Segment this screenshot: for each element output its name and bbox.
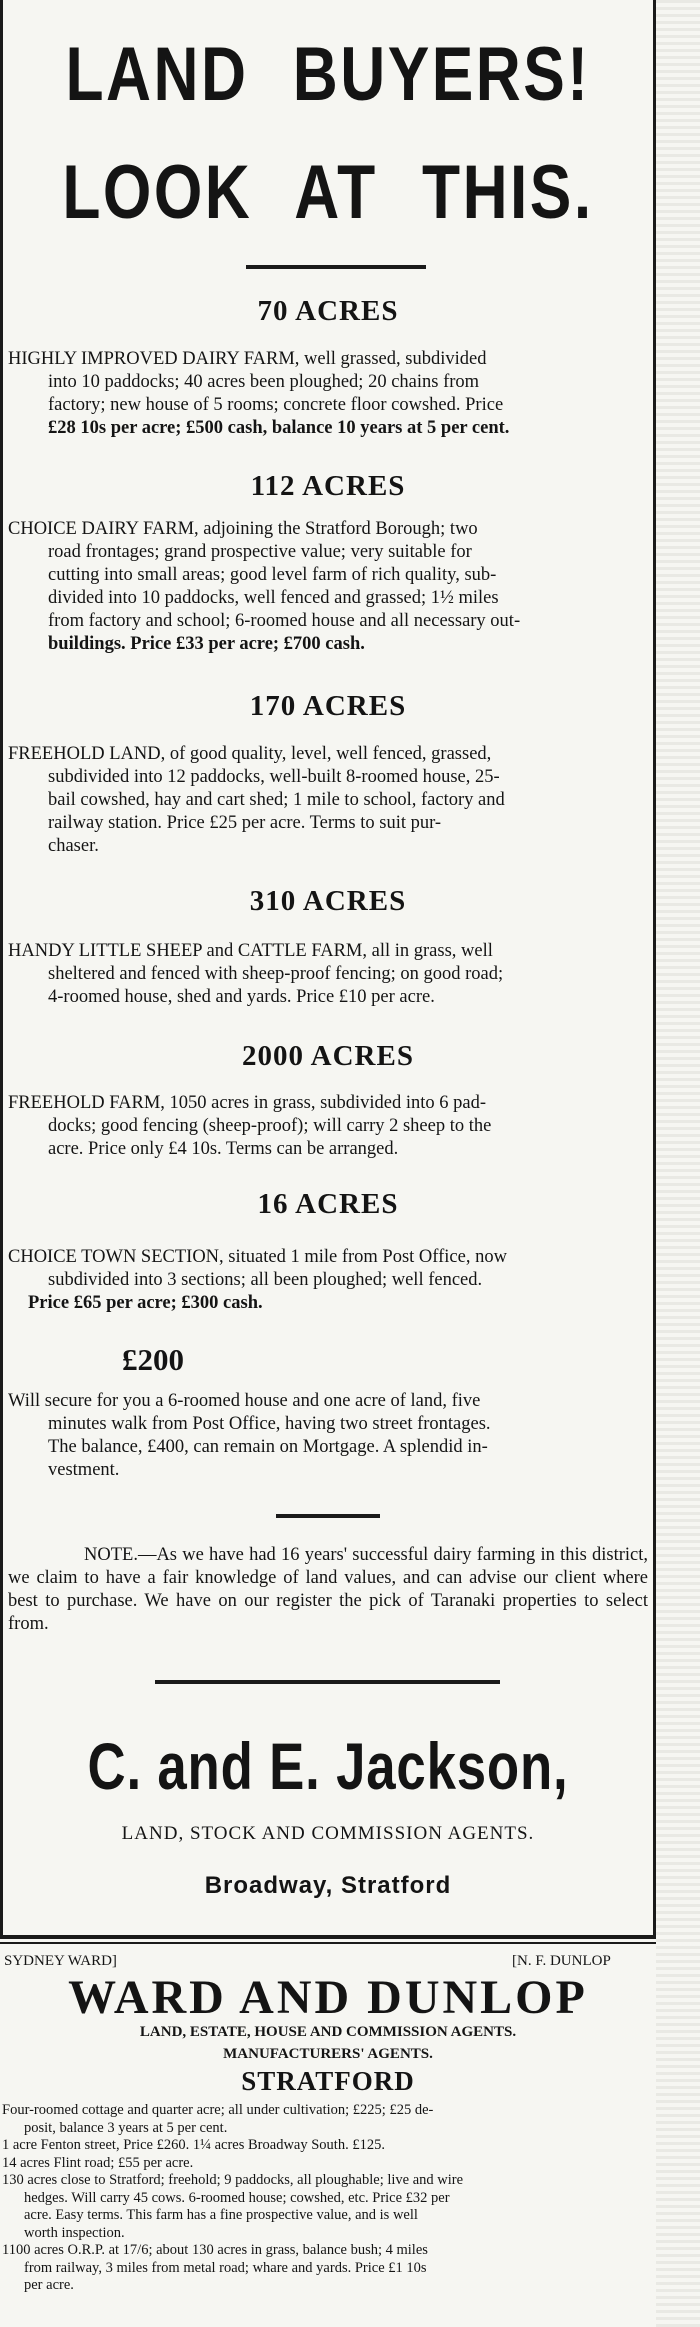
listing-heading: 2000 ACRES — [242, 1040, 414, 1072]
listing-line: HIGHLY IMPROVED DAIRY FARM, well grassed, subdivided — [8, 349, 487, 369]
divider — [246, 265, 426, 269]
ward-listing-line: from railway, 3 miles from metal road; whare and yards. Price £1 10s — [24, 2259, 427, 2276]
ward-listing-line: 1100 acres O.R.P. at 17/6; about 130 acres in grass, balance bush; 4 miles — [2, 2242, 428, 2258]
listing-heading: 310 ACRES — [249, 885, 407, 917]
listing-line: from factory and school; 6-roomed house and all necessary out- — [48, 611, 521, 631]
listing-line: acre. Price only £4 10s. Terms can be arranged. — [48, 1139, 399, 1159]
ward-listing-line: 14 acres Flint road; £55 per acre. — [2, 2154, 194, 2171]
ward-listing-line: per acre. — [24, 2277, 74, 2293]
note-line: in this district, we claim to have a fair knowledge of land values, — [8, 1545, 649, 1588]
listing-line: subdivided into 3 sections; all been ploughed; well fenced. — [48, 1270, 483, 1290]
ward-ad-subtitle-2: MANUFACTURERS' AGENTS. — [223, 2046, 433, 2062]
listing-body — [8, 348, 648, 440]
listing-heading: 112 ACRES — [250, 470, 406, 502]
note-line: our register the pick of Taranaki properties to select from. — [8, 1591, 648, 1634]
firm-name: C. and E. Jackson, — [87, 1729, 569, 1803]
house-offer-heading: £200 — [122, 1342, 184, 1377]
listing-line: £28 10s per acre; £500 cash, balance 10 years at 5 per cent. — [48, 418, 510, 438]
listing-line: FREEHOLD LAND, of good quality, level, well fenced, grassed, — [8, 744, 492, 764]
listing-line: Price £65 per acre; £300 cash. — [28, 1293, 263, 1313]
listing-heading: 70 ACRES — [257, 295, 399, 327]
listing-line: factory; new house of 5 rooms; concrete floor cowshed. Price — [48, 395, 504, 415]
listing-line: sheltered and fenced with sheep-proof fencing; on good road; — [48, 964, 504, 984]
headline-line-1: LAND BUYERS! — [65, 32, 591, 117]
offer-line: The balance, £400, can remain on Mortgage. A splendid in- — [48, 1437, 488, 1457]
listing-line: divided into 10 paddocks, well fenced and grassed; 1½ miles — [48, 588, 499, 608]
listing-line: chaser. — [48, 836, 99, 856]
listing-line: buildings. Price £33 per acre; £700 cash. — [48, 634, 365, 654]
offer-line: minutes walk from Post Office, having two street frontages. — [48, 1414, 491, 1434]
divider — [276, 1514, 380, 1518]
ward-listing-line: worth inspection. — [24, 2224, 125, 2241]
listing-heading: 170 ACRES — [249, 690, 407, 722]
partner-tag-right: [N. F. DUNLOP — [512, 1953, 611, 1969]
listing-line: bail cowshed, hay and cart shed; 1 mile to school, factory and — [48, 790, 505, 810]
offer-line: Will secure for you a 6-roomed house and one acre of land, five — [8, 1391, 481, 1411]
ward-listing-line: Four-roomed cottage and quarter acre; all under cultivation; £225; £25 de- — [2, 2102, 434, 2118]
ward-ad-title: WARD AND DUNLOP — [68, 1971, 588, 2024]
divider — [155, 1680, 500, 1684]
firm-address: Broadway, Stratford — [204, 1872, 452, 1899]
listing-body — [8, 743, 648, 858]
listing-line: railway station. Price £25 per acre. Terms to suit pur- — [48, 813, 442, 833]
offer-line: vestment. — [48, 1460, 120, 1480]
listing-line: road frontages; grand prospective value; very suitable for — [48, 542, 472, 562]
ward-ad-subtitle: LAND, ESTATE, HOUSE AND COMMISSION AGENTS. — [139, 2024, 517, 2040]
ward-listings — [2, 2102, 652, 2295]
house-offer-body — [8, 1390, 648, 1482]
section-rule — [0, 1942, 656, 1944]
left-column-rule — [0, 0, 3, 1935]
note-line: NOTE.—As we have had 16 years' successful dairy farming — [84, 1545, 536, 1565]
ward-listing-line: posit, balance 3 years at 5 per cent. — [24, 2119, 228, 2136]
listing-body — [8, 940, 648, 1009]
ward-ad-city: STRATFORD — [241, 2066, 415, 2096]
headline-line-2: LOOK AT THIS. — [62, 150, 594, 235]
listing-body — [8, 1246, 648, 1315]
ward-listing-line: acre. Easy terms. This farm has a fine prospective value, and is well — [24, 2207, 418, 2223]
listing-line: CHOICE DAIRY FARM, adjoining the Stratford Borough; two — [8, 519, 478, 539]
page-edge-texture — [656, 0, 700, 2327]
listing-line: docks; good fencing (sheep-proof); will carry 2 sheep to the — [48, 1116, 492, 1136]
listing-line: CHOICE TOWN SECTION, situated 1 mile from Post Office, now — [8, 1247, 507, 1267]
listing-line: FREEHOLD FARM, 1050 acres in grass, subdivided into 6 pad- — [8, 1093, 487, 1113]
ward-listing-line: hedges. Will carry 45 cows. 6-roomed house; cowshed, etc. Price £32 per — [24, 2189, 450, 2206]
listing-line: subdivided into 12 paddocks, well-built 8-roomed house, 25- — [48, 767, 500, 787]
listing-body — [8, 1092, 648, 1161]
ward-listing-line: 1 acre Fenton street, Price £260. 1¼ acres Broadway South. £125. — [2, 2137, 385, 2153]
listing-line: HANDY LITTLE SHEEP and CATTLE FARM, all in grass, well — [8, 941, 493, 961]
partner-tag-left: SYDNEY WARD] — [4, 1953, 117, 1969]
listing-line: 4-roomed house, shed and yards. Price £10 per acre. — [48, 987, 435, 1007]
listing-line: cutting into small areas; good level farm of rich quality, sub- — [48, 565, 497, 585]
listing-line: into 10 paddocks; 40 acres been ploughed; 20 chains from — [48, 372, 480, 392]
firm-description: LAND, STOCK AND COMMISSION AGENTS. — [121, 1823, 535, 1844]
section-rule — [0, 1935, 656, 1939]
listing-heading: 16 ACRES — [257, 1188, 399, 1220]
listing-body — [8, 518, 648, 656]
right-column-rule — [653, 0, 656, 1935]
note-paragraph — [8, 1544, 648, 1636]
note-line: and can advise our client where best to purchase. We have on — [8, 1568, 649, 1611]
ward-listing-line: 130 acres close to Stratford; freehold; 9 paddocks, all ploughable; live and wire — [2, 2172, 464, 2188]
